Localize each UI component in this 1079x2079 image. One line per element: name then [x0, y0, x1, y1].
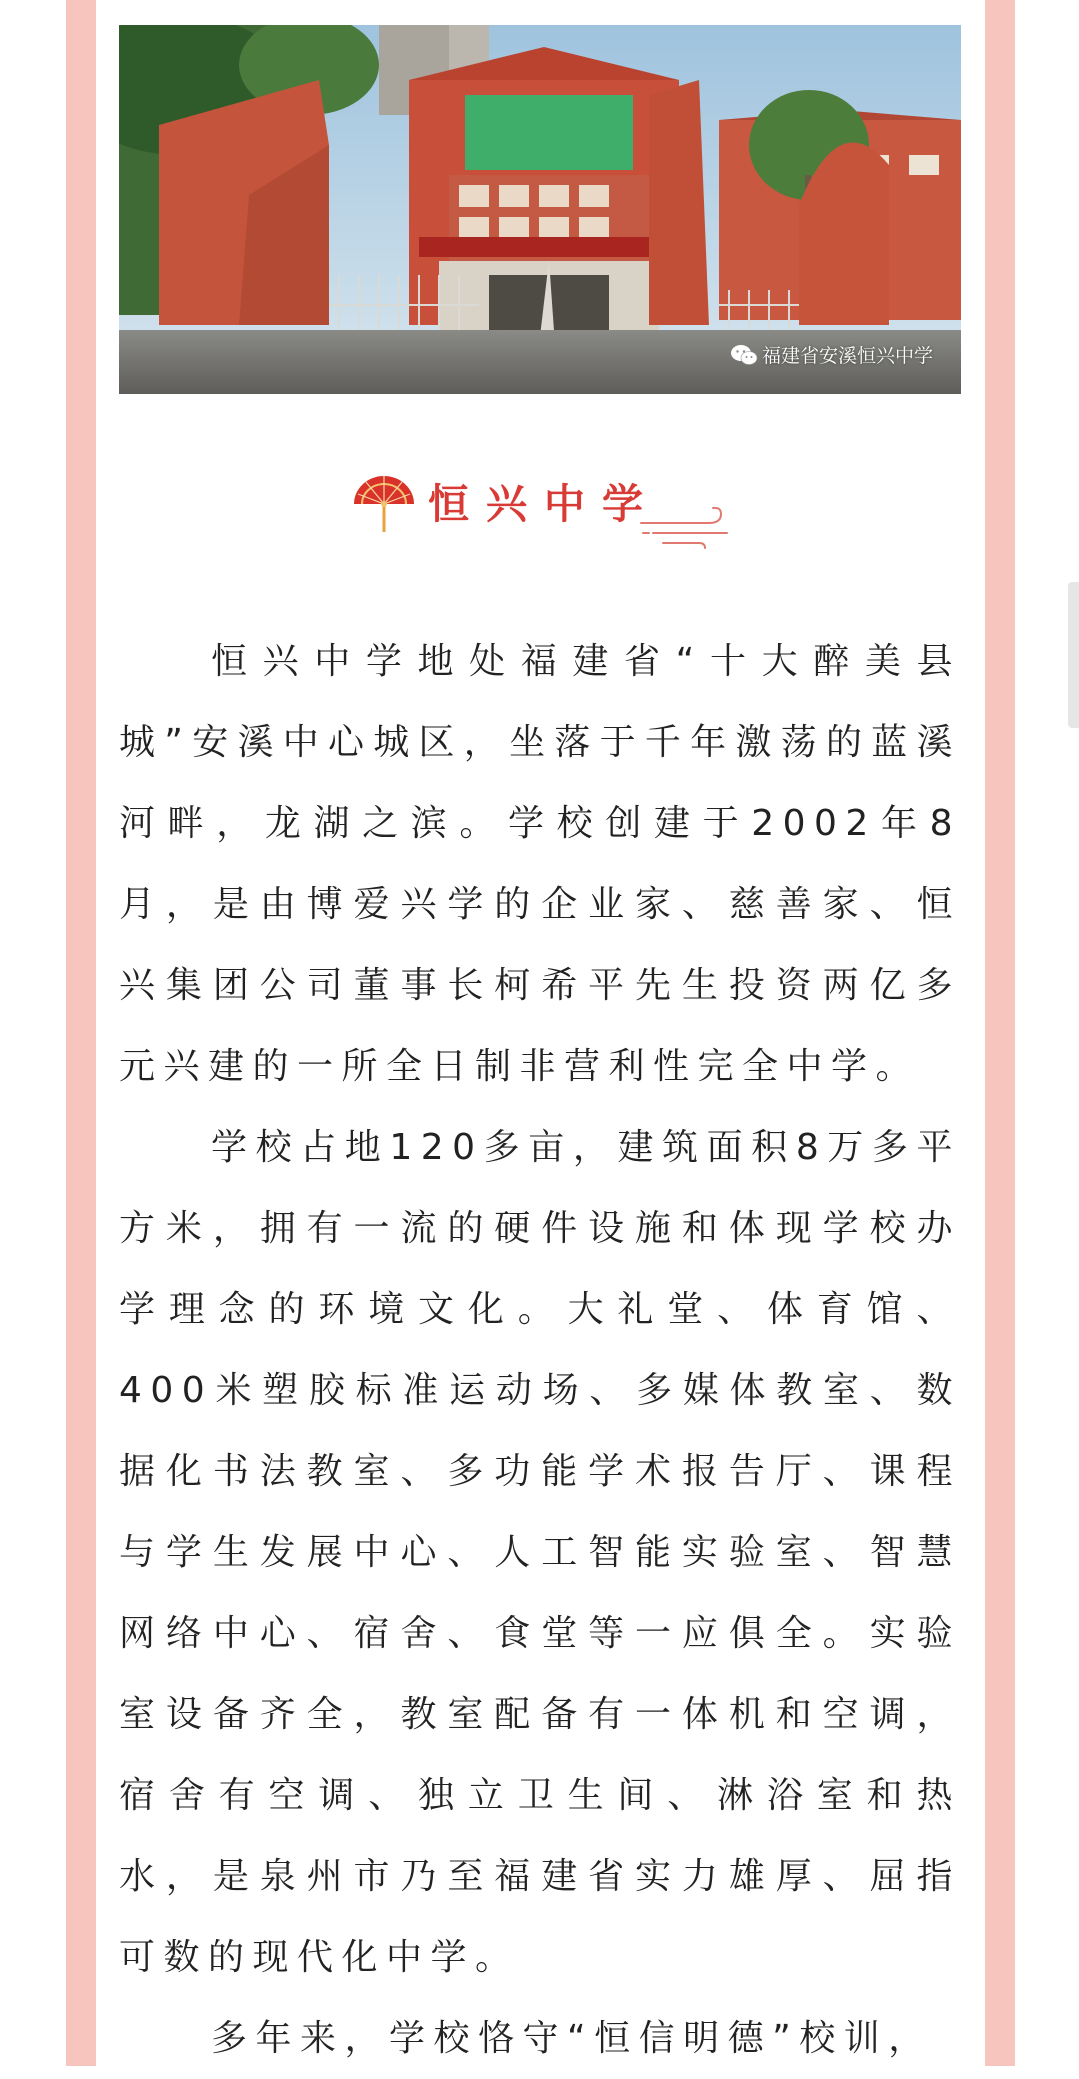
watermark-text: 福建省安溪恒兴中学 [761, 345, 933, 367]
paragraph: 多年来，学校恪守“恒信明德”校训， [211, 2018, 933, 2059]
school-gate-illustration [119, 25, 961, 394]
left-decorative-band [66, 0, 96, 2066]
paragraph: 恒兴中学地处福建省“十大醉美县城”安溪中心城区，坐落于千年激荡的蓝溪河畔，龙湖之滨。学校创建于2002年8月，是由博爱兴学的企业家、慈善家、恒兴集团公司董事长柯希平先生投资两亿多元兴建的一所全日制非营利性完全中学。 [119, 641, 961, 1087]
school-gate-photo [119, 25, 961, 394]
scroll-indicator[interactable] [1068, 582, 1079, 728]
article-body [119, 621, 961, 2079]
section-heading [352, 465, 732, 555]
heading-title: 恒兴中学 [428, 480, 660, 528]
fan-icon [352, 474, 416, 536]
cloud-icon [639, 503, 731, 551]
wechat-icon [730, 344, 758, 366]
paragraph: 学校占地120多亩，建筑面积8万多平方米，拥有一流的硬件设施和体现学校办学理念的环境文化。大礼堂、体育馆、400米塑胶标准运动场、多媒体教室、数据化书法教室、多功能学术报告厅、课程与学生发展中心、人工智能实验室、智慧网络中心、宿舍、食堂等一应俱全。实验室设备齐全，教室配备有一体机和空调，宿舍有空调、独立卫生间、淋浴室和热水，是泉州市乃至福建省实力雄厚、屈指可数的现代化中学。 [119, 1127, 961, 1978]
photo-watermark [730, 341, 933, 368]
right-decorative-band [985, 0, 1015, 2066]
